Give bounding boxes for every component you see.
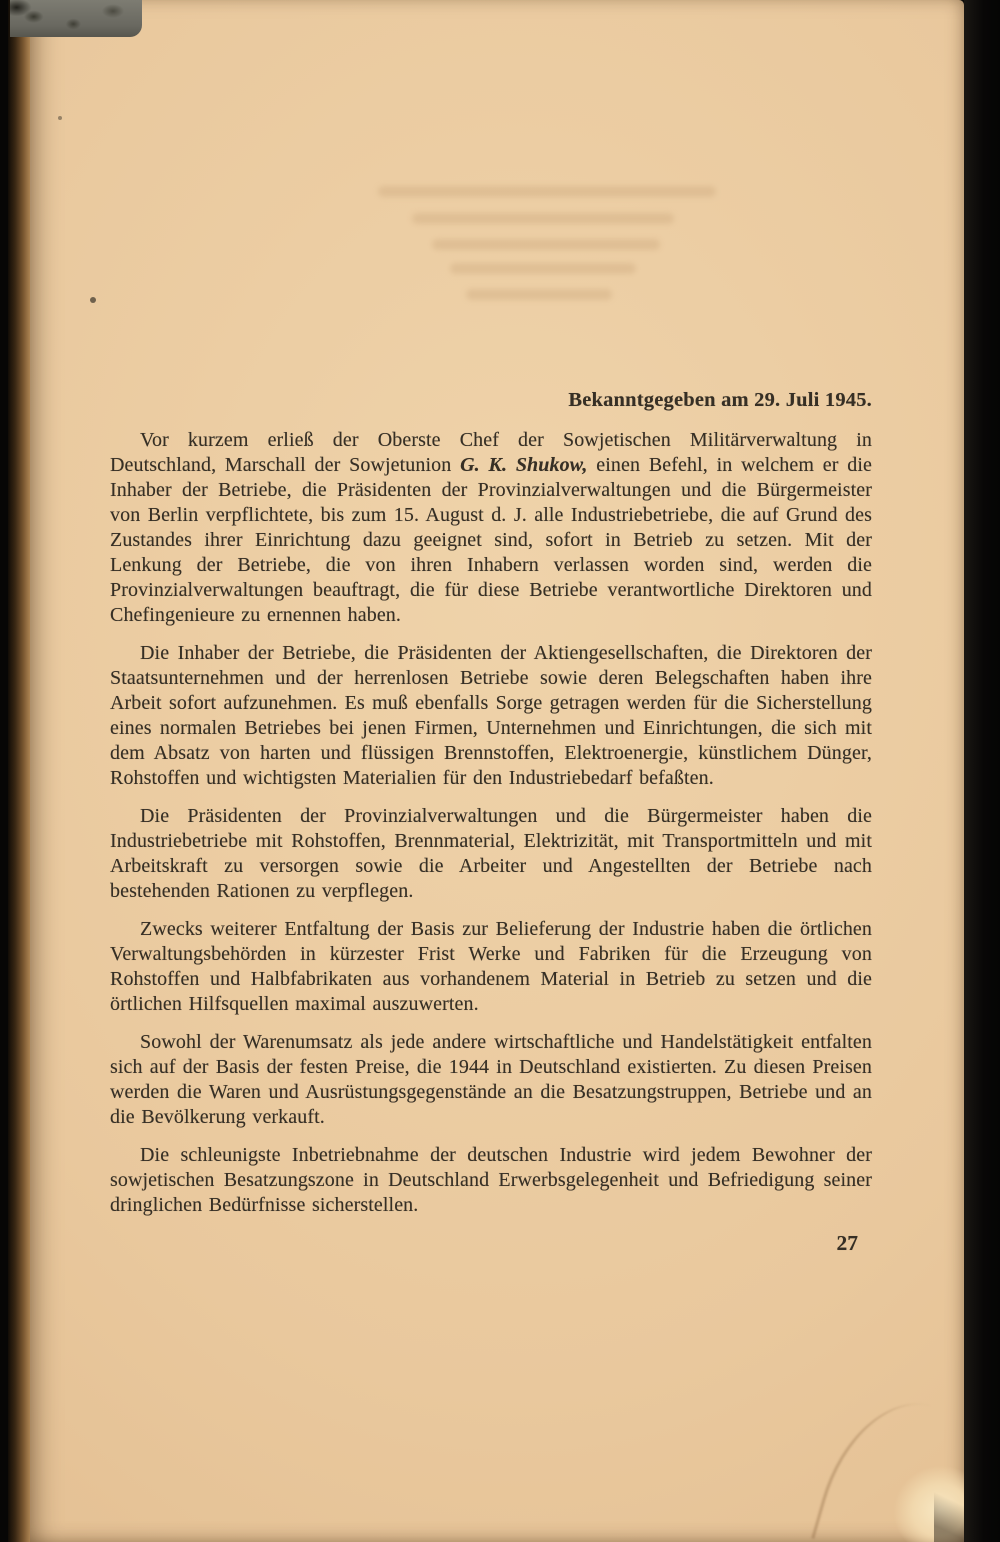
paragraph-text: Vor kurzem erließ der Oberste Chef der Sowjetischen Militärverwaltung in Deutschland, Marschall der Sowjetunion xyxy=(110,429,872,476)
book-page xyxy=(30,0,964,1542)
publication-date-line: Bekanntgegeben am 29. Juli 1945. xyxy=(568,389,872,411)
top-left-fabric-patch xyxy=(10,0,142,37)
ink-speck xyxy=(90,297,96,303)
page-curl xyxy=(824,1372,964,1542)
shukow-name: G. K. Shukow, xyxy=(460,454,588,476)
page-number: 27 xyxy=(836,1231,858,1255)
paragraph-3: Die Präsidenten der Provinzialverwaltungen und die Bürgermeister haben die Industriebetriebe mit Rohstoffen, Brennmaterial, Elektrizität, mit Transportmitteln und mit Arbeitskraft zu versorgen sowie die Arbeiter und Angestellten der Betriebe nach bestehenden Rationen zu verpflegen. xyxy=(110,805,872,902)
paragraph-4: Zwecks weiterer Entfaltung der Basis zur Belieferung der Industrie haben die örtlichen Verwaltungsbehörden in kürzester Frist Werke und Fabriken für die Erzeugung von Rohstoffen und Halbfabrikaten aus vorhandenem Material in Betrieb zu setzen und die örtlichen Hilfsquellen maximal auszuwerten. xyxy=(110,918,872,1015)
paragraph-6: Die schleunigste Inbetriebnahme der deutschen Industrie wird jedem Bewohner der sowjetischen Besatzungszone in Deutschland Erwerbsgelegenheit und Befriedigung seiner dringlichen Bedürfnisse sicherstellen. xyxy=(110,1144,872,1216)
bleed-through-line xyxy=(450,263,636,274)
paragraph-2: Die Inhaber der Betriebe, die Präsidenten der Aktiengesellschaften, die Direktoren der Staatsunternehmen und der herrenlosen Betriebe sowie deren Belegschaften haben ihre Arbeit sofort aufzunehmen. Es muß ebenfalls Sorge getragen werden für die Sicherstellung eines normalen Betriebes bei jenen Firmen, Unternehmen und Einrichtungen, die sich mit dem Absatz von harten und flüssigen Brennstoffen, Elektroenergie, künstlichem Dünger, Rohstoffen und wichtigsten Materialien für den Industriebedarf befaßten. xyxy=(110,642,872,789)
bleed-through-line xyxy=(432,239,660,250)
page-curl-crease xyxy=(811,1384,973,1542)
bleed-through-line xyxy=(412,213,674,224)
paragraph-text: einen Befehl, in welchem er die Inhaber der Betriebe, die Präsidenten der Provinzialverwaltungen und die Bürgermeister von Berlin verpflichtete, bis zum 15. August d. J. alle Industriebetriebe, die auf Grund des Zustandes ihrer Einrichtung dazu geeignet sind, sofort in Betrieb zu setzen. Mit der Lenkung der Betriebe, die von ihren Inhabern verlassen worden sind, werden die Provinzialverwaltungen beauftragt, die für diese Betriebe verantwortliche Direktoren und Chefingenieure zu ernennen haben. xyxy=(110,454,872,626)
paragraph-1 xyxy=(110,428,872,628)
paragraph-5: Sowohl der Warenumsatz als jede andere wirtschaftliche und Handelstätigkeit entfalten sich auf der Basis der festen Preise, die 1944 in Deutschland existierten. Zu diesen Preisen werden die Waren und Ausrüstungsgegenstände an die Besatzungstruppen, Betriebe und an die Bevölkerung verkauft. xyxy=(110,1031,872,1128)
ink-speck xyxy=(58,116,62,120)
page-text-block xyxy=(110,388,872,1256)
photo-black-edge-right xyxy=(964,0,1000,1542)
bleed-through-line xyxy=(466,289,612,300)
bleed-through-line xyxy=(378,186,716,197)
page-curl-shadow xyxy=(934,1472,964,1542)
